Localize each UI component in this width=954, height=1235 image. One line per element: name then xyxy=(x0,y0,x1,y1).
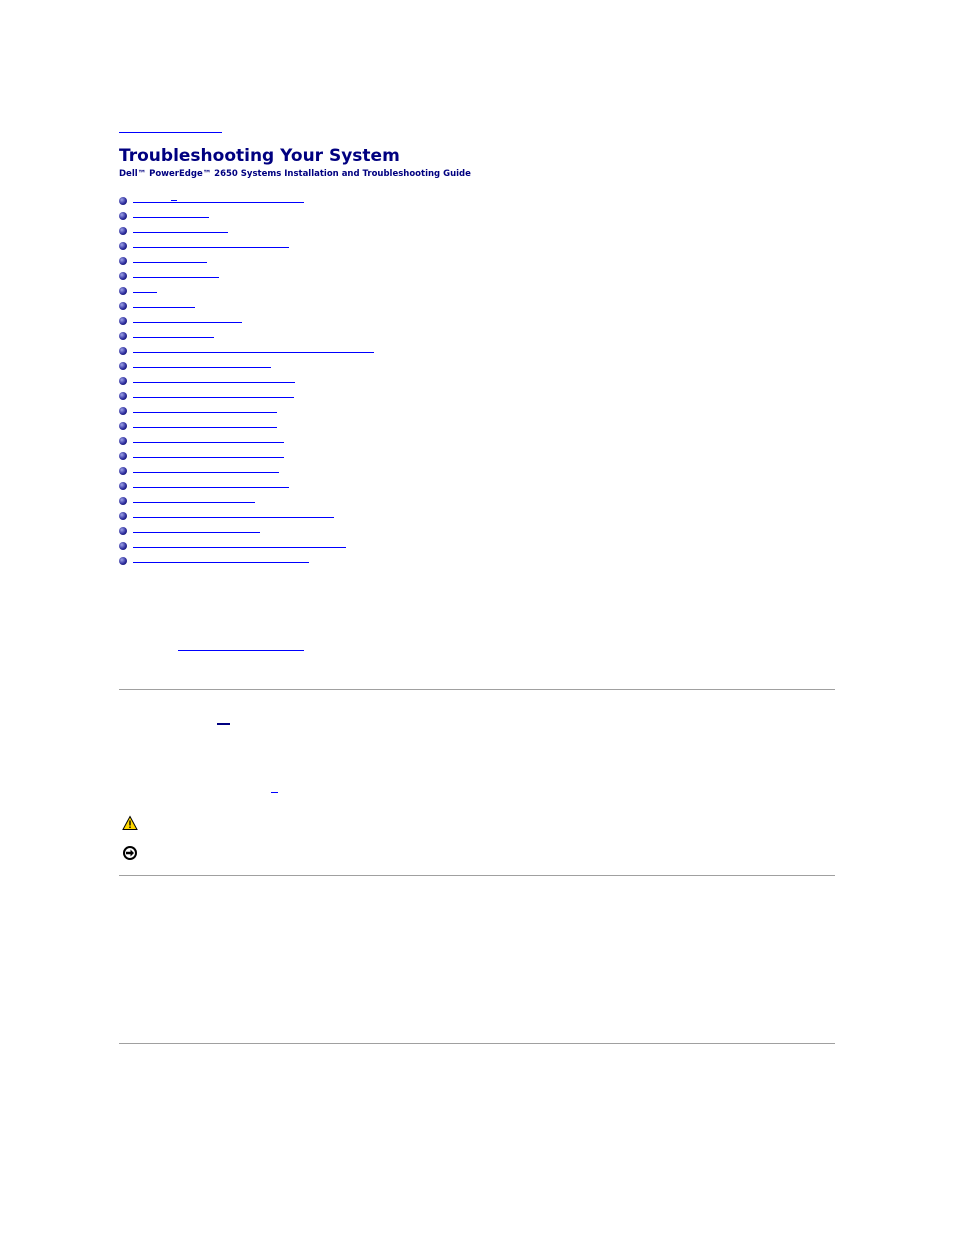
bullet-icon xyxy=(119,212,127,220)
bullet-icon xyxy=(119,512,127,520)
toc-link[interactable] xyxy=(133,509,334,518)
toc-link[interactable] xyxy=(133,254,207,263)
toc-link[interactable] xyxy=(133,239,289,248)
toc-link[interactable] xyxy=(133,494,255,503)
toc-link-mark xyxy=(171,194,177,201)
section-divider xyxy=(119,1043,835,1044)
bullet-icon xyxy=(119,437,127,445)
toc-link[interactable] xyxy=(133,209,209,218)
toc-link[interactable] xyxy=(133,434,284,443)
bullet-icon xyxy=(119,272,127,280)
bullet-icon xyxy=(119,497,127,505)
bullet-icon xyxy=(119,242,127,250)
bullet-icon xyxy=(119,317,127,325)
bullet-icon xyxy=(119,377,127,385)
toc-link[interactable] xyxy=(133,284,157,293)
toc-link[interactable] xyxy=(133,299,195,308)
toc-link[interactable] xyxy=(133,449,284,458)
toc-link[interactable] xyxy=(133,389,294,398)
toc-link[interactable] xyxy=(133,329,214,338)
bullet-icon xyxy=(119,422,127,430)
page-title: Troubleshooting Your System xyxy=(119,146,400,166)
toc-link[interactable] xyxy=(133,314,242,323)
section-divider xyxy=(119,689,835,690)
page-subtitle: Dell™ PowerEdge™ 2650 Systems Installation and Troubleshooting Guide xyxy=(119,169,471,179)
section-heading-mark xyxy=(217,713,230,725)
notice-circle-icon xyxy=(122,845,138,861)
bullet-icon xyxy=(119,362,127,370)
toc-link[interactable] xyxy=(133,359,271,368)
toc-link[interactable] xyxy=(133,479,289,488)
bullet-icon xyxy=(119,542,127,550)
bullet-icon xyxy=(119,527,127,535)
caution-triangle-icon xyxy=(122,815,138,831)
toc-link[interactable] xyxy=(133,269,219,278)
bullet-icon xyxy=(119,407,127,415)
toc-link[interactable] xyxy=(133,344,374,353)
bullet-icon xyxy=(119,452,127,460)
toc-link[interactable] xyxy=(133,404,277,413)
bullet-icon xyxy=(119,557,127,565)
bullet-icon xyxy=(119,287,127,295)
toc-link[interactable] xyxy=(133,194,304,203)
toc-link[interactable] xyxy=(133,554,309,563)
toc-link[interactable] xyxy=(133,524,260,533)
bullet-icon xyxy=(119,392,127,400)
bullet-icon xyxy=(119,467,127,475)
bullet-icon xyxy=(119,227,127,235)
bullet-icon xyxy=(119,347,127,355)
toc-link[interactable] xyxy=(133,224,228,233)
toc-link[interactable] xyxy=(133,419,277,428)
toc-link[interactable] xyxy=(133,374,295,383)
bullet-icon xyxy=(119,257,127,265)
bullet-icon xyxy=(119,332,127,340)
back-to-contents-link[interactable] xyxy=(119,118,222,133)
inline-link-mark[interactable] xyxy=(271,784,278,793)
intro-link[interactable] xyxy=(178,636,304,651)
toc-link[interactable] xyxy=(133,464,279,473)
bullet-icon xyxy=(119,302,127,310)
bullet-icon xyxy=(119,482,127,490)
bullet-icon xyxy=(119,197,127,205)
section-divider xyxy=(119,875,835,876)
toc-link[interactable] xyxy=(133,539,346,548)
